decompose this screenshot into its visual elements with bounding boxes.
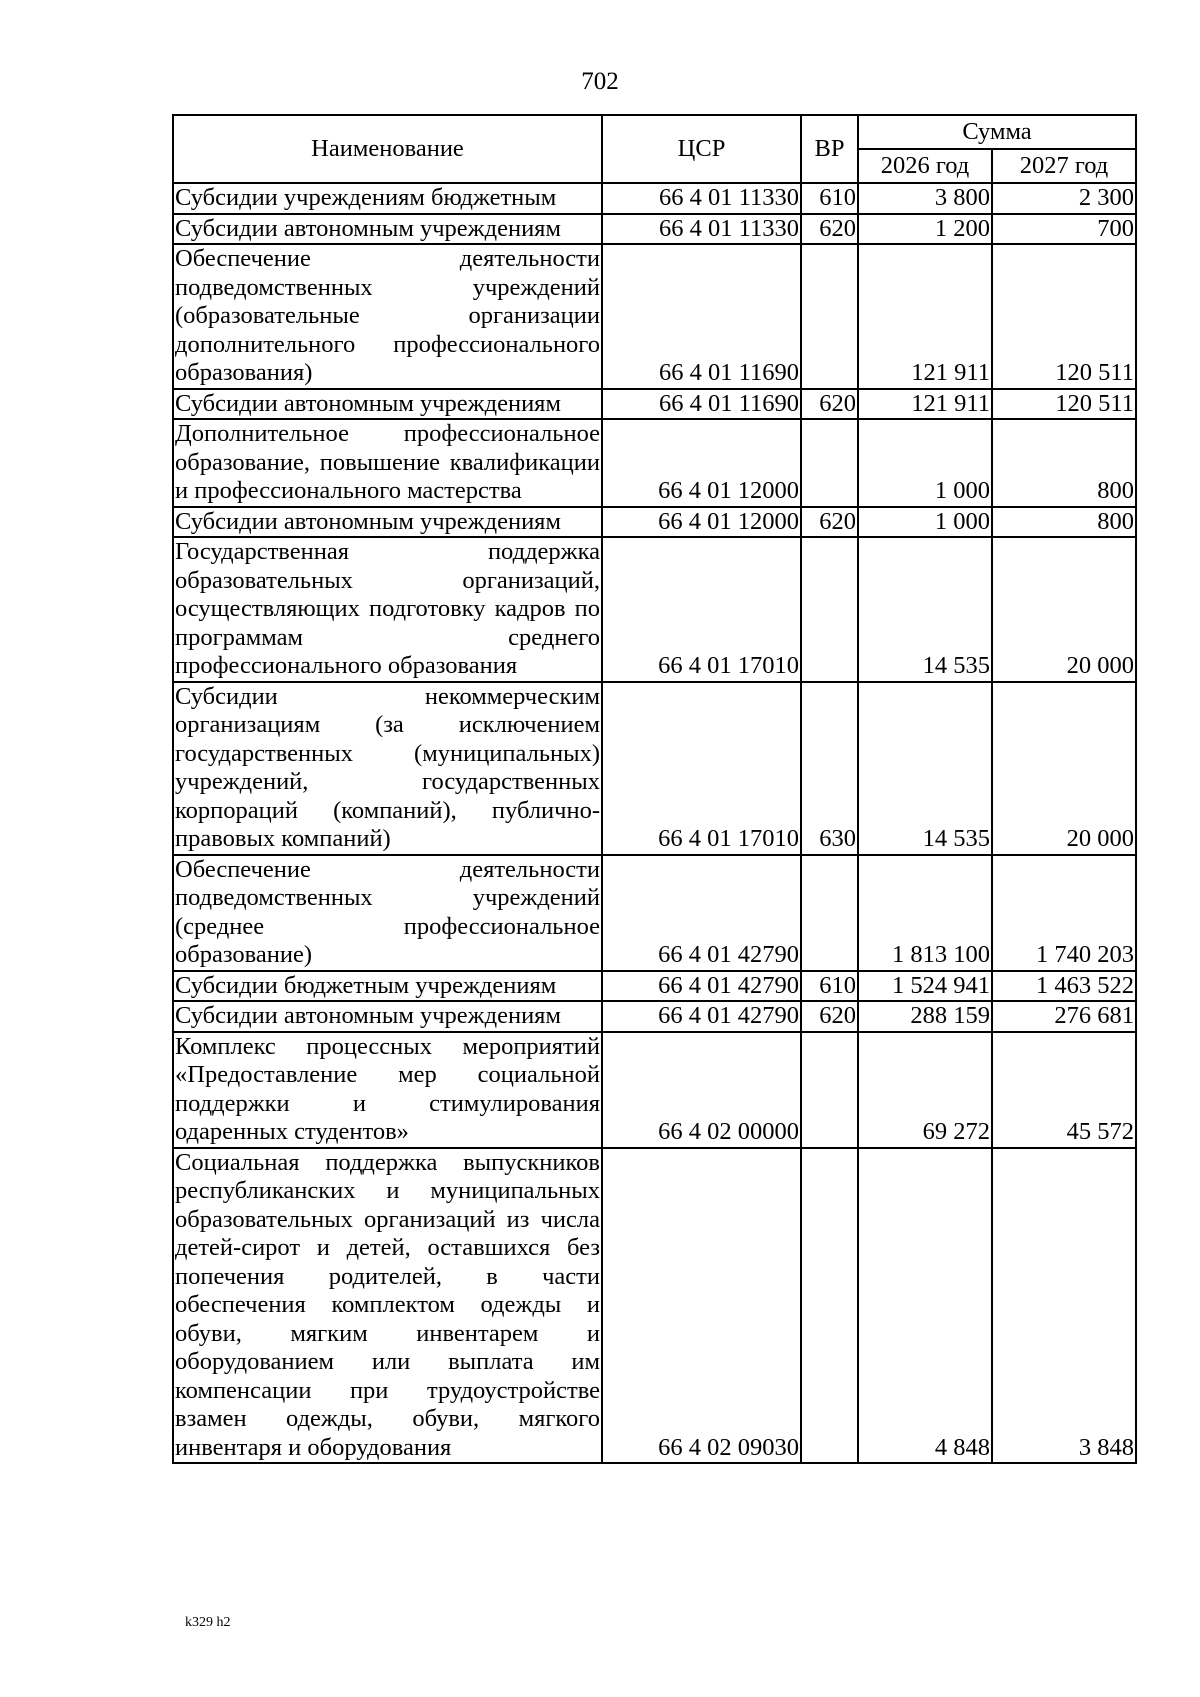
header-year-2026: 2026 год: [858, 149, 992, 183]
table-row: [173, 1001, 1136, 1032]
table-row: [173, 537, 1136, 682]
row-name: Субсидии автономным учреждениям: [173, 1001, 602, 1032]
table-body: [173, 183, 1136, 1463]
row-sum-2026: 3 800: [858, 183, 992, 214]
header-name: Наименование: [173, 115, 602, 183]
row-vr: [801, 1032, 858, 1148]
row-name: Субсидии автономным учреждениям: [173, 507, 602, 538]
row-sum-2026: 14 535: [858, 537, 992, 682]
row-sum-2026: 4 848: [858, 1148, 992, 1464]
row-name: Государственная поддержка образовательных организаций, осуществляющих подготовку кадров по программам среднего профессионального образования: [173, 537, 602, 682]
row-name: Субсидии автономным учреждениям: [173, 389, 602, 420]
row-sum-2027: 45 572: [992, 1032, 1136, 1148]
row-vr: [801, 537, 858, 682]
row-csr: 66 4 01 42790: [602, 855, 801, 971]
row-csr: 66 4 01 12000: [602, 419, 801, 507]
row-sum-2027: 3 848: [992, 1148, 1136, 1464]
row-sum-2026: 121 911: [858, 389, 992, 420]
row-vr: 610: [801, 183, 858, 214]
header-sum: Сумма: [858, 115, 1136, 149]
row-sum-2027: 120 511: [992, 389, 1136, 420]
budget-table: [172, 114, 1137, 1464]
row-sum-2026: 69 272: [858, 1032, 992, 1148]
table-row: [173, 389, 1136, 420]
row-vr: 620: [801, 214, 858, 245]
row-sum-2027: 800: [992, 507, 1136, 538]
row-name: Обеспечение деятельности подведомственных учреждений (среднее профессиональное образование): [173, 855, 602, 971]
row-sum-2026: 1 524 941: [858, 971, 992, 1002]
row-csr: 66 4 02 00000: [602, 1032, 801, 1148]
row-csr: 66 4 01 11330: [602, 214, 801, 245]
table-row: [173, 1148, 1136, 1464]
row-name: Субсидии учреждениям бюджетным: [173, 183, 602, 214]
row-csr: 66 4 01 42790: [602, 971, 801, 1002]
table-row: [173, 507, 1136, 538]
row-vr: [801, 244, 858, 389]
row-name: Субсидии некоммерческим организациям (за исключением государственных (муниципальных) учреждений, государственных корпораций (компаний), публично-правовых компаний): [173, 682, 602, 855]
row-vr: 630: [801, 682, 858, 855]
table-row: [173, 682, 1136, 855]
row-vr: 620: [801, 1001, 858, 1032]
row-sum-2026: 1 000: [858, 507, 992, 538]
header-vr: ВР: [801, 115, 858, 183]
row-name: Комплекс процессных мероприятий «Предоставление мер социальной поддержки и стимулирования одаренных студентов»: [173, 1032, 602, 1148]
row-vr: [801, 1148, 858, 1464]
row-name: Социальная поддержка выпускников республиканских и муниципальных образовательных организаций из числа детей-сирот и детей, оставшихся без попечения родителей, в части обеспечения комплектом одежды и обуви, мягким инвентарем и оборудованием или выплата им компенсации при трудоустройстве взамен одежды, обуви, мягкого инвентаря и оборудования: [173, 1148, 602, 1464]
row-vr: 610: [801, 971, 858, 1002]
row-sum-2026: 1 200: [858, 214, 992, 245]
row-csr: 66 4 01 17010: [602, 682, 801, 855]
row-vr: [801, 855, 858, 971]
row-sum-2027: 2 300: [992, 183, 1136, 214]
row-sum-2027: 20 000: [992, 537, 1136, 682]
row-name: Субсидии бюджетным учреждениям: [173, 971, 602, 1002]
table-row: [173, 855, 1136, 971]
header-csr: ЦСР: [602, 115, 801, 183]
row-name: Обеспечение деятельности подведомственных учреждений (образовательные организации дополнительного профессионального образования): [173, 244, 602, 389]
table-row: [173, 244, 1136, 389]
row-sum-2026: 1 000: [858, 419, 992, 507]
row-sum-2027: 700: [992, 214, 1136, 245]
row-vr: [801, 419, 858, 507]
row-csr: 66 4 01 42790: [602, 1001, 801, 1032]
table-row: [173, 214, 1136, 245]
row-csr: 66 4 01 12000: [602, 507, 801, 538]
table-row: [173, 183, 1136, 214]
row-sum-2026: 288 159: [858, 1001, 992, 1032]
row-sum-2027: 800: [992, 419, 1136, 507]
row-vr: 620: [801, 389, 858, 420]
table-row: [173, 971, 1136, 1002]
row-csr: 66 4 01 11690: [602, 244, 801, 389]
row-sum-2027: 1 463 522: [992, 971, 1136, 1002]
table-row: [173, 419, 1136, 507]
row-csr: 66 4 02 09030: [602, 1148, 801, 1464]
page-number: 702: [581, 68, 619, 95]
row-sum-2027: 1 740 203: [992, 855, 1136, 971]
row-sum-2027: 120 511: [992, 244, 1136, 389]
row-sum-2026: 121 911: [858, 244, 992, 389]
header-row: [173, 115, 1136, 149]
footer-code: k329 h2: [185, 1615, 231, 1630]
header-year-2027: 2027 год: [992, 149, 1136, 183]
row-csr: 66 4 01 11690: [602, 389, 801, 420]
row-sum-2026: 14 535: [858, 682, 992, 855]
table-row: [173, 1032, 1136, 1148]
row-vr: 620: [801, 507, 858, 538]
row-csr: 66 4 01 11330: [602, 183, 801, 214]
row-name: Дополнительное профессиональное образование, повышение квалификации и профессионального мастерства: [173, 419, 602, 507]
row-name: Субсидии автономным учреждениям: [173, 214, 602, 245]
row-csr: 66 4 01 17010: [602, 537, 801, 682]
row-sum-2027: 276 681: [992, 1001, 1136, 1032]
row-sum-2027: 20 000: [992, 682, 1136, 855]
row-sum-2026: 1 813 100: [858, 855, 992, 971]
